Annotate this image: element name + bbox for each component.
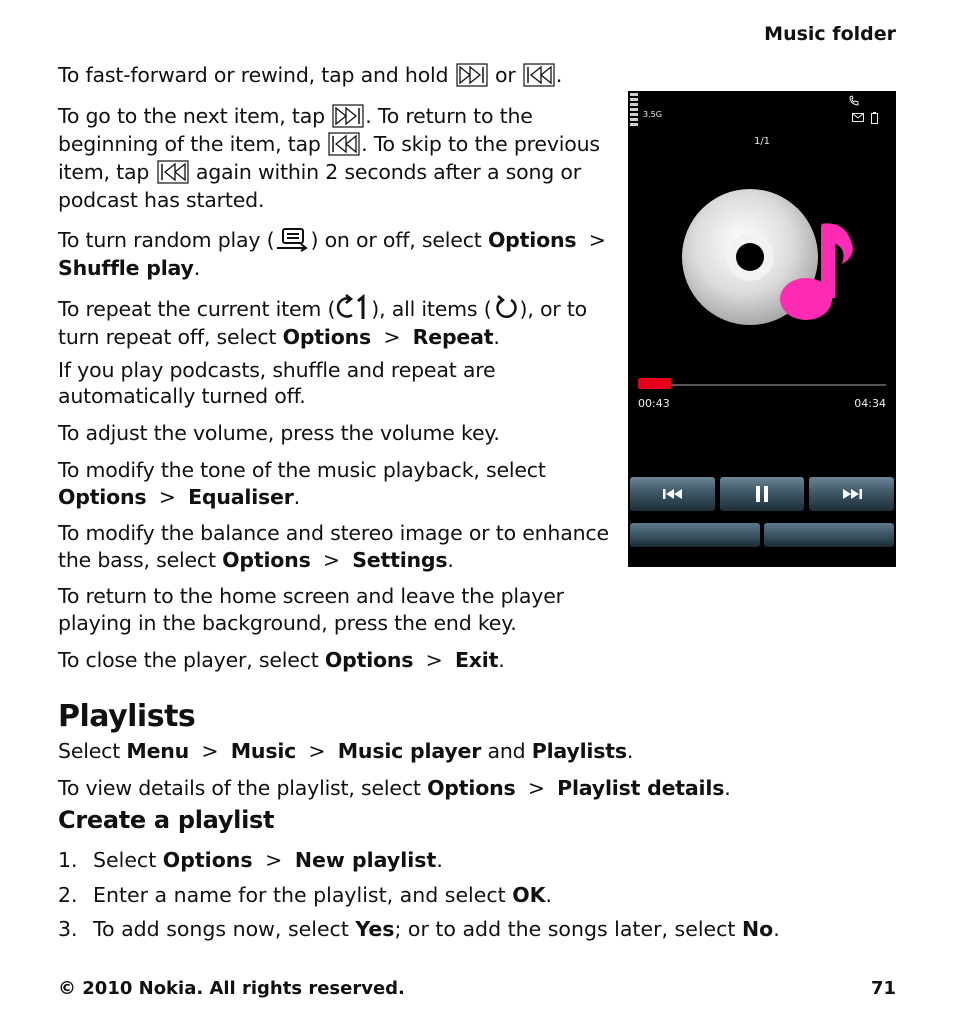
close-paragraph: To close the player, select Options > Exit. [58,648,505,672]
message-icon [852,113,864,122]
tone-paragraph: To modify the tone of the music playback, select Options > Equaliser. [58,458,546,509]
previous-icon [328,132,360,156]
list-item: 3. To add songs now, select Yes; or to add the songs later, select No. [58,917,780,941]
progress-indicator[interactable] [638,378,671,389]
page-number: 71 [870,978,896,999]
repeat-paragraph: To repeat the current item ( ), all items ( ), or to turn repeat off, select Options > Repeat. [58,293,618,351]
elapsed-time: 00:43 [638,397,670,410]
softkey-left[interactable] [630,523,760,547]
balance-paragraph: To modify the balance and stereo image or to enhance the bass, select Options > Settings. [58,521,609,572]
create-playlist-heading: Create a playlist [58,806,275,834]
fast-forward-icon [456,63,488,87]
battery-icon [871,112,878,124]
progress-track[interactable] [638,384,886,386]
previous-icon [157,160,189,184]
next-track-icon [841,488,863,500]
music-album-art-icon [680,186,870,336]
volume-paragraph: To adjust the volume, press the volume key. [58,421,500,445]
previous-track-icon [662,488,684,500]
next-item-paragraph: To go to the next item, tap . To return to the beginning of the item, tap . To skip to the previous item, tap again within 2 seconds after a song or podcast has started. [58,104,600,212]
next-icon [332,104,364,128]
signal-strength-icon [630,93,638,127]
total-time: 04:34 [854,397,886,410]
next-track-button[interactable] [809,477,894,511]
music-player-screenshot [628,91,896,567]
ff-paragraph: To fast-forward or rewind, tap and hold or . [58,63,563,87]
repeat-all-icon [493,295,519,321]
track-count: 1/1 [753,136,771,147]
playlists-select-paragraph: Select Menu > Music > Music player and Playlists. [58,739,634,763]
pause-button[interactable] [720,477,804,511]
copyright: © 2010 Nokia. All rights reserved. [58,978,405,999]
playlist-details-paragraph: To view details of the playlist, select Options > Playlist details. [58,776,731,800]
list-item: 1. Select Options > New playlist. [58,848,443,872]
playlists-heading: Playlists [58,699,196,734]
previous-track-button[interactable] [630,477,715,511]
repeat-one-icon [336,293,370,321]
section-header: Music folder [764,23,896,45]
network-label: 3.5G [643,110,662,119]
list-item: 2. Enter a name for the playlist, and select OK. [58,883,553,907]
shuffle-paragraph: To turn random play ( ) on or off, select Options > Shuffle play. [58,228,606,280]
shuffle-icon [275,226,309,252]
podcast-paragraph: If you play podcasts, shuffle and repeat are automatically turned off. [58,358,496,408]
pause-icon [754,485,770,503]
home-paragraph: To return to the home screen and leave the player playing in the background, press the end key. [58,584,564,635]
softkey-right[interactable] [764,523,894,547]
call-icon [848,95,860,107]
rewind-icon [523,63,555,87]
